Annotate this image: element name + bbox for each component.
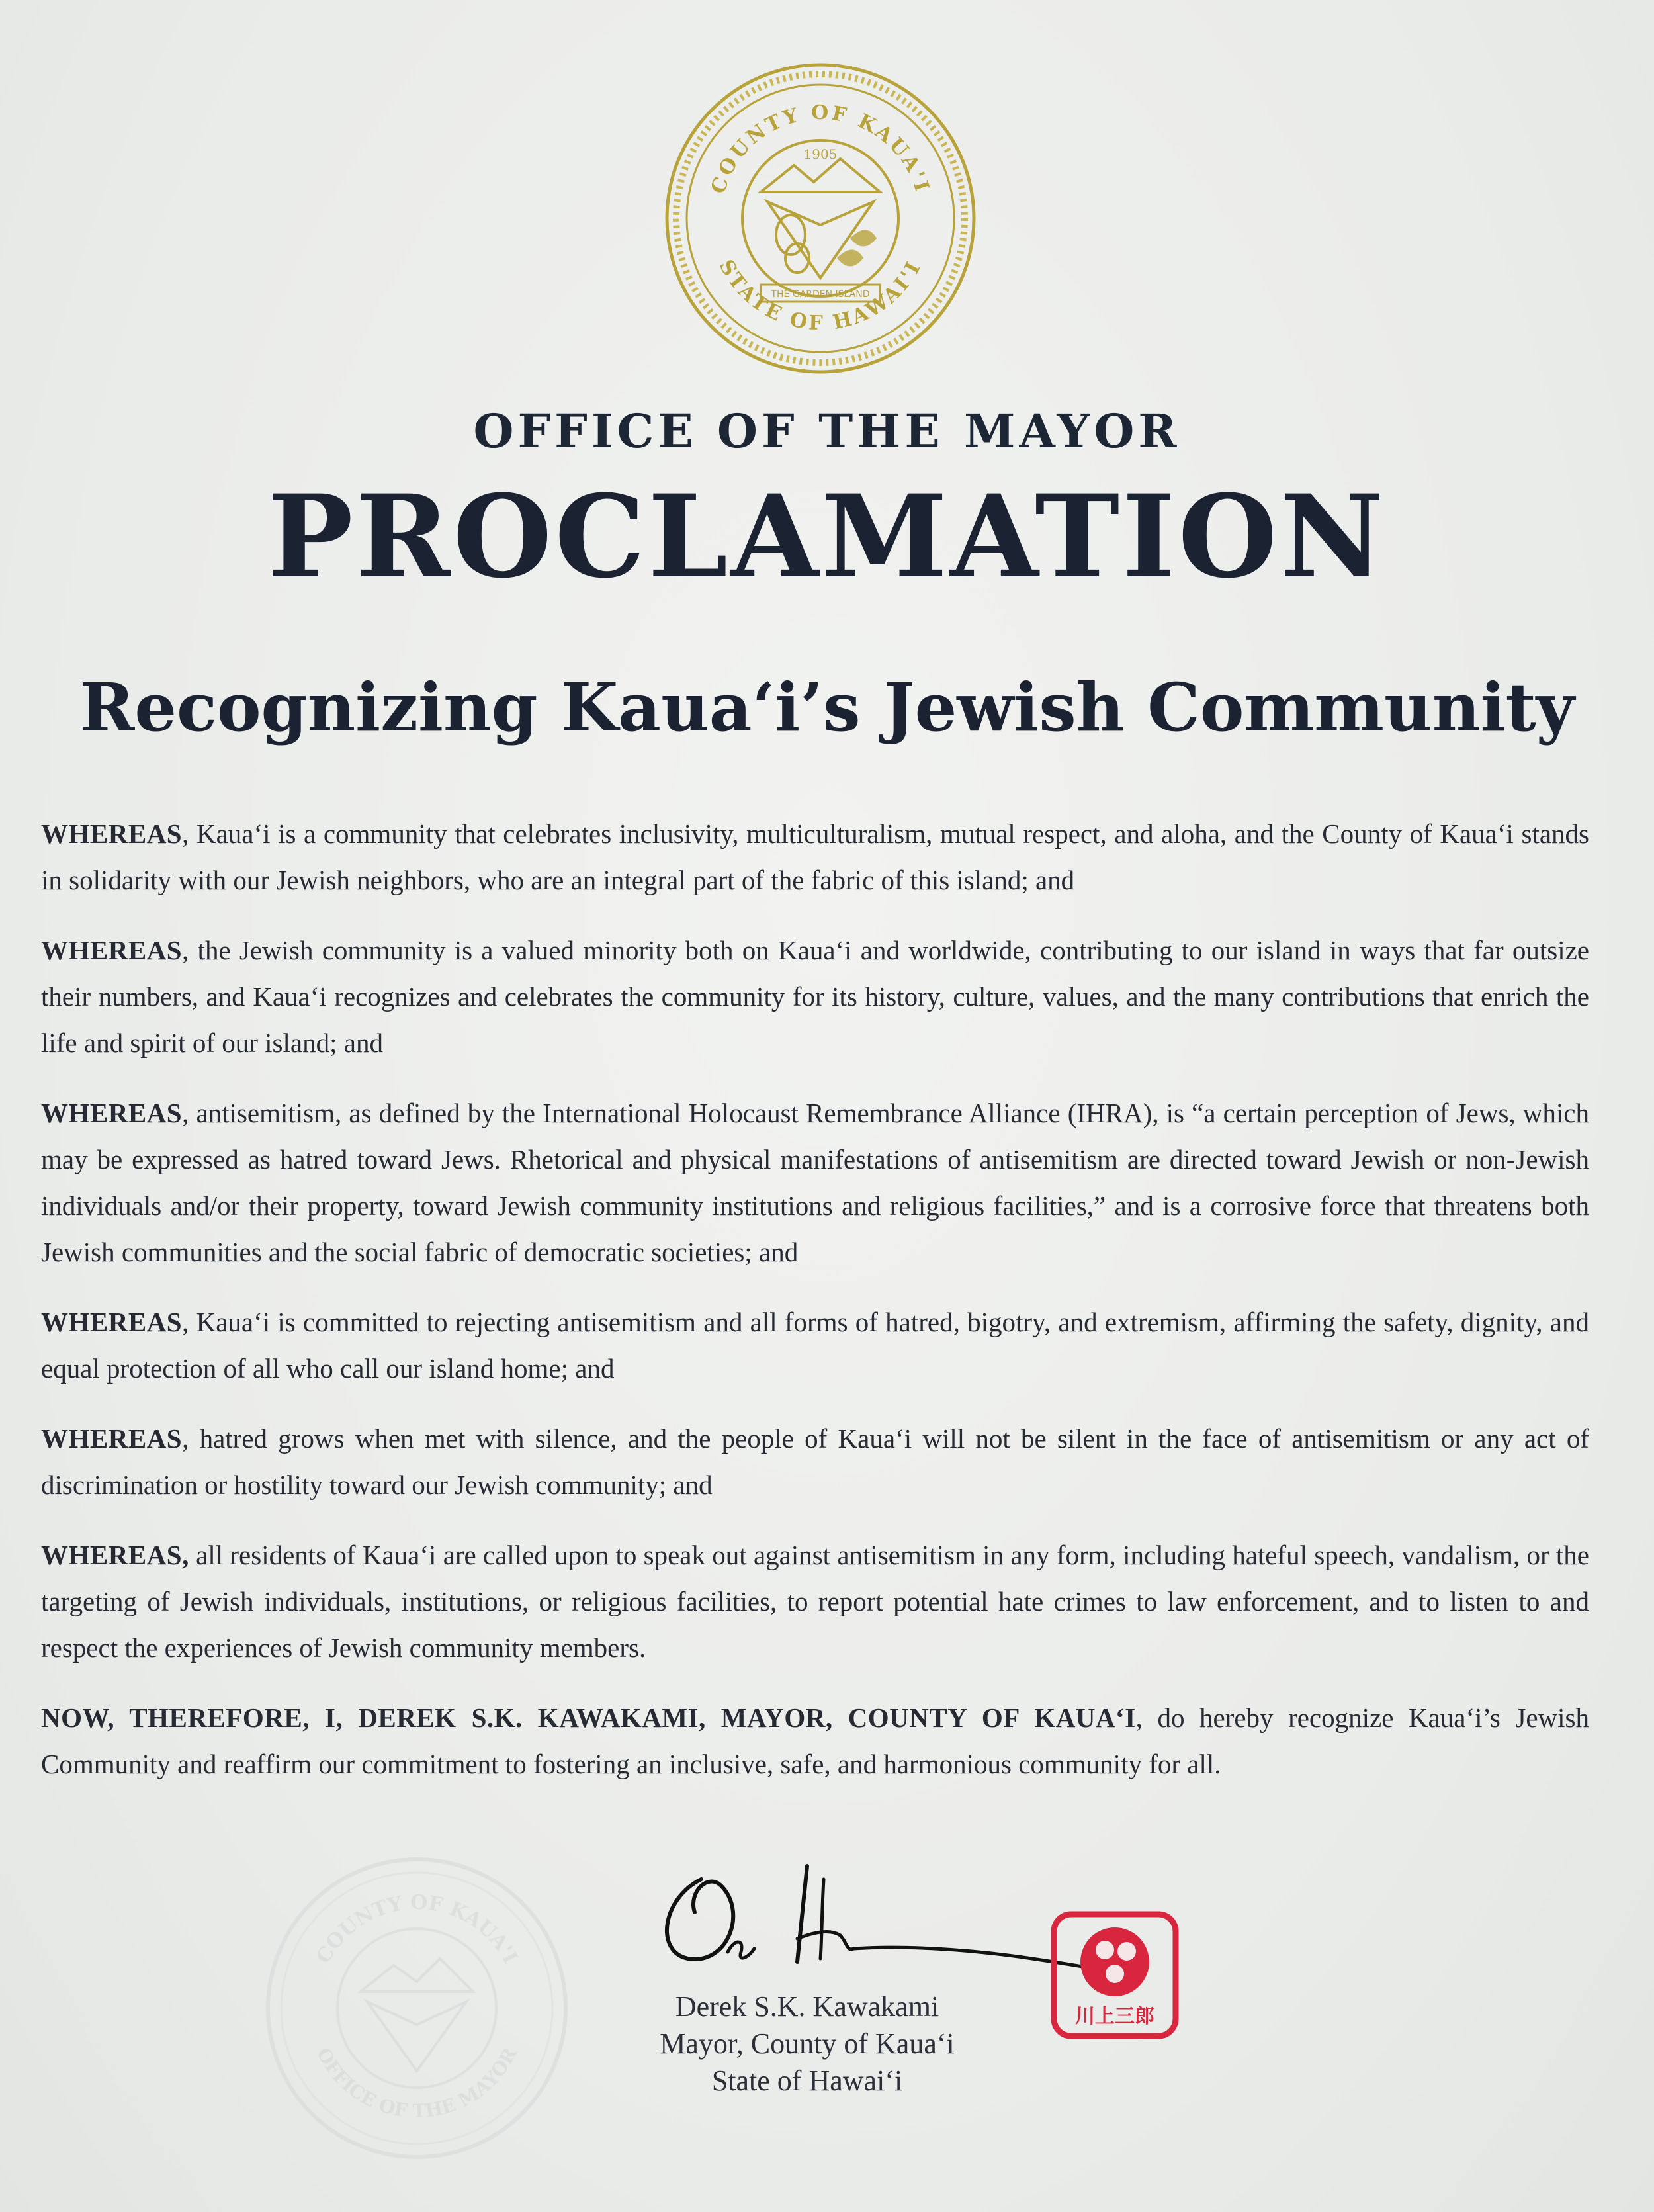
red-seal-stamp — [1049, 1909, 1181, 2041]
therefore-paragraph: NOW, THEREFORE, I, DEREK S.K. KAWAKAMI, MAYOR, COUNTY OF KAUAʻI, do hereby recognize Kauaʻi’s Jewish Community and reaffirm our commitment to fostering an inclusive, safe, and harmonious community for all. — [41, 1703, 1589, 1779]
office-heading: OFFICE OF THE MAYOR — [473, 404, 1181, 459]
svg-text:OFFICE OF THE MAYOR: OFFICE OF THE MAYOR — [312, 2044, 521, 2123]
county-seal — [662, 60, 979, 377]
signature-block — [0, 1988, 1614, 2100]
signer-title: Mayor, County of Kauaʻi — [660, 2027, 955, 2060]
seal-center-ring — [742, 140, 898, 296]
whereas-paragraph: WHEREAS, the Jewish community is a valued minority both on Kauaʻi and worldwide, contributing to our island in ways that far outsize their numbers, and Kauaʻi recognizes and celebrates the community for its history, culture, values, and the many contributions that enrich the life and spirit of our island; and — [41, 935, 1589, 1058]
page-title: PROCLAMATION — [267, 469, 1387, 603]
signer-state: State of Hawaiʻi — [711, 2064, 903, 2097]
seal-year: 1905 — [803, 146, 838, 162]
whereas-paragraph: WHEREAS, all residents of Kauaʻi are called upon to speak out against antisemitism in any form, including hateful speech, vandalism, or the targeting of Jewish individuals, institutions, or religious facilities, to report potential hate crimes to law enforcement, and to listen to and respect the experiences of Jewish community members. — [41, 1540, 1589, 1663]
whereas-paragraph: WHEREAS, antisemitism, as defined by the International Holocaust Remembrance Alliance (IHRA), is “a certain perception of Jews, which may be expressed as hatred toward Jews. Rhetorical and physical manifestations of antisemitism are directed toward Jewish or non-Jewish individuals and/or their property, toward Jewish community institutions and religious facilities,” and is a corrosive force that threatens both Jewish communities and the social fabric of democratic societies; and — [41, 1098, 1589, 1267]
svg-text:COUNTY OF KAUA'I: COUNTY OF KAUA'I — [312, 1890, 522, 1968]
whereas-paragraph: WHEREAS, Kauaʻi is a community that celebrates inclusivity, multiculturalism, mutual respect, and aloha, and the County of Kauaʻi stands in solidarity with our Jewish neighbors, who are an integral part of the fabric of this island; and — [41, 818, 1589, 895]
leaf-icon — [837, 250, 863, 267]
proclamation-subtitle: Recognizing Kauaʻi’s Jewish Community — [79, 668, 1575, 746]
whereas-paragraph: WHEREAS, hatred grows when met with silence, and the people of Kauaʻi will not be silent in the face of antisemitism or any act of discrimination or hostility toward our Jewish community; and — [41, 1423, 1589, 1500]
leaf-icon — [850, 230, 877, 247]
seal-top-text: COUNTY OF KAUA'I — [707, 101, 934, 197]
stamp-label: 川上三郎 — [1075, 2005, 1154, 2028]
seal-ribbon-text: THE GARDEN ISLAND — [771, 289, 870, 300]
signer-name: Derek S.K. Kawakami — [675, 1990, 939, 2023]
mountain-icon — [761, 159, 880, 192]
proclamation-body — [41, 811, 1589, 1811]
whereas-paragraph: WHEREAS, Kauaʻi is committed to rejecting antisemitism and all forms of hatred, bigotry, and extremism, affirming the safety, dignity, and equal protection of all who call our island home; and — [41, 1307, 1589, 1384]
seal-bottom-text: STATE OF HAWAI'I — [714, 255, 927, 335]
